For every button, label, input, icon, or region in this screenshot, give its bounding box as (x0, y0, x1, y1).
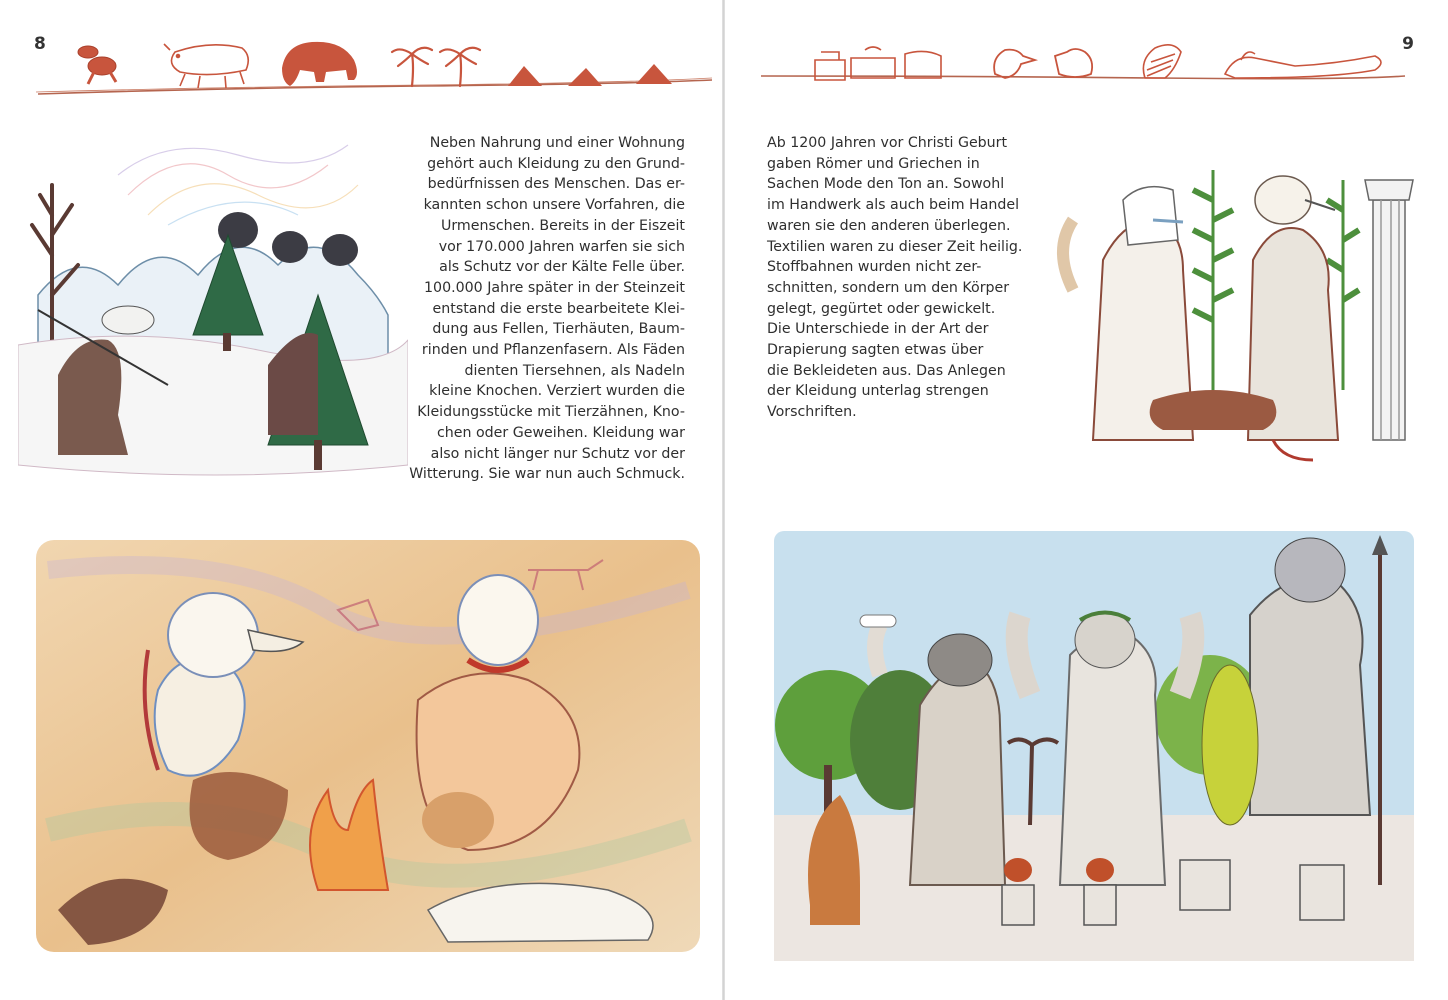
left-body-text (395, 133, 685, 485)
cave-dwellers-illustration (28, 530, 708, 960)
bird-drawing (994, 49, 1092, 78)
text-line: kleine Knochen. Verziert wurden die (429, 383, 685, 400)
mummy-drawing (1143, 45, 1181, 78)
text-line: gelegt, gegürtet oder gewickelt. (767, 300, 996, 317)
left-page (0, 0, 723, 1000)
text-line: Ab 1200 Jahren vor Christi Geburt (767, 135, 1008, 151)
pyramid-drawing (508, 64, 672, 86)
text-line: Kleidungsstücke mit Tierzähnen, Kno- (417, 404, 685, 421)
text-line: schnitten, sondern um den Körper (767, 279, 1010, 296)
text-line: die Bekleideten aus. Das Anlegen (767, 362, 1006, 379)
right-body-text (767, 133, 1067, 423)
text-line: Die Unterschiede in der Art der (767, 321, 989, 338)
greek-heroes-illustration (770, 525, 1420, 965)
dog-drawing (78, 46, 116, 84)
text-line: waren sie den anderen überlegen. (767, 217, 1011, 234)
text-line: Witterung. Sie war nun auch Schmuck. (409, 466, 685, 483)
text-line: kannten schon unsere Vorfahren, die (423, 197, 685, 214)
text-line: gaben Römer und Griechen in (767, 155, 980, 172)
roman-figures-illustration (1043, 160, 1423, 470)
text-line: vor 170.000 Jahren warfen sie sich (438, 238, 685, 255)
text-line: also nicht länger nur Schutz vor der (430, 445, 685, 462)
text-line: im Handwerk als auch beim Handel (767, 197, 1020, 214)
prehistory-frieze (20, 30, 720, 100)
text-line: der Kleidung unterlag strengen (767, 383, 989, 400)
right-page (725, 0, 1448, 1000)
text-line: dienten Tiersehnen, als Nadeln (464, 362, 685, 379)
text-line: als Schutz vor der Kälte Felle über. (439, 259, 685, 276)
page-number-right: 9 (1402, 34, 1414, 54)
text-line: Urmenschen. Bereits in der Eiszeit (440, 217, 685, 234)
column-drawing (1365, 180, 1413, 440)
text-line: Sachen Mode den Ton an. Sowohl (767, 176, 1005, 193)
text-line: Stoffbahnen wurden nicht zer- (767, 259, 982, 276)
ice-age-illustration (18, 135, 408, 495)
text-line: Neben Nahrung und einer Wohnung (429, 135, 685, 151)
reclining-figure-drawing (1225, 52, 1381, 78)
mammoth-drawing (282, 42, 357, 86)
text-line: dung aus Fellen, Tierhäuten, Baum- (432, 321, 685, 338)
text-line: rinden und Pflanzenfasern. Als Fäden (421, 342, 685, 359)
palm-drawing (392, 48, 480, 86)
text-line: chen oder Geweihen. Kleidung war (436, 424, 685, 441)
antiquity-frieze (755, 30, 1415, 100)
text-line: 100.000 Jahre später in der Steinzeit (424, 279, 685, 296)
pig-drawing (164, 44, 248, 88)
text-line: entstand die erste bearbeitete Klei- (432, 300, 685, 317)
text-line: Vorschriften. (767, 404, 857, 421)
hieroglyph-drawing (815, 47, 941, 80)
text-line: Drapierung sagten etwas über (767, 342, 984, 359)
page-number-left: 8 (34, 34, 46, 54)
text-line: gehört auch Kleidung zu den Grund- (427, 155, 685, 172)
text-line: bedürfnissen des Menschen. Das er- (427, 176, 685, 193)
text-line: Textilien waren zu dieser Zeit heilig. (767, 238, 1023, 255)
